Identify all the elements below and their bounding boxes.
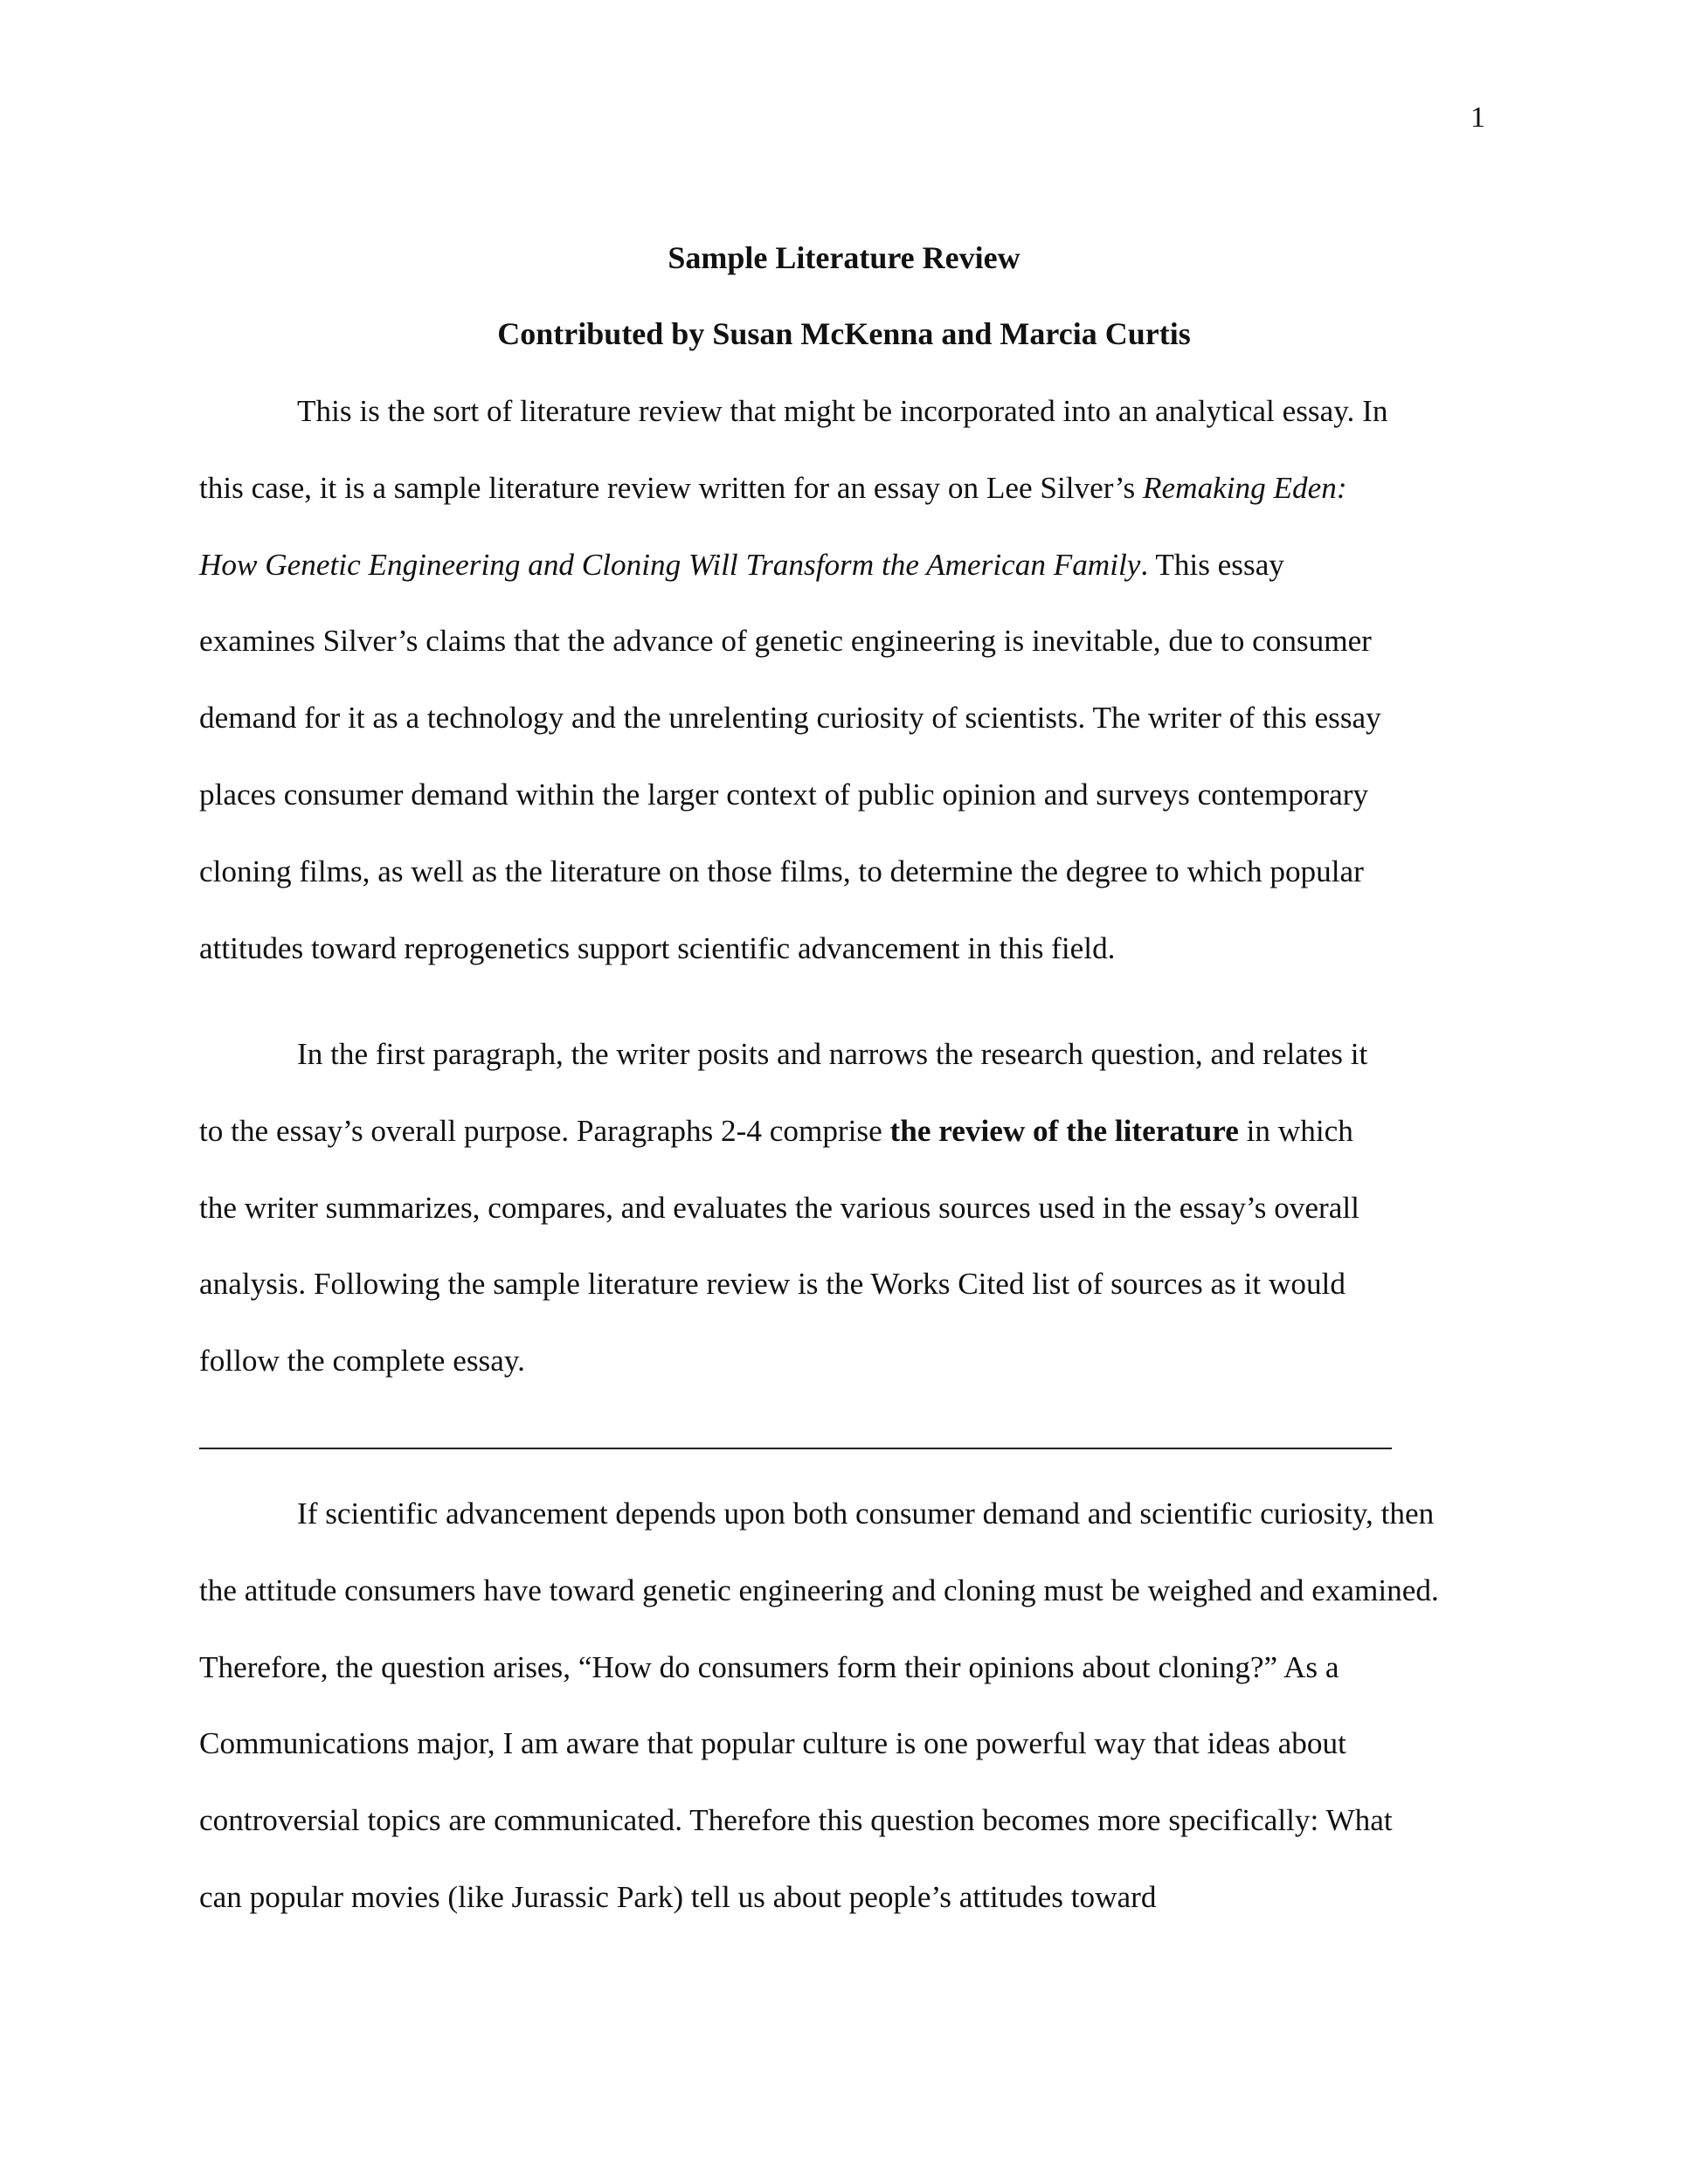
intro-paragraph-1 [199,373,1492,986]
text-line: analysis. Following the sample literature review is the Works Cited list of sources as it would [199,1267,1346,1302]
intro-paragraph-2 [199,1016,1492,1400]
text-line: Communications major, I am aware that popular culture is one powerful way that ideas about [199,1726,1346,1761]
body-paragraph-1 [199,1476,1492,1936]
text-line: demand for it as a technology and the unrelenting curiosity of scientists. The writer of this essay [199,701,1381,736]
text-line [199,1093,1492,1170]
book-title-run: Remaking Eden: [1143,470,1347,505]
text-line: examines Silver’s claims that the advance of genetic engineering is inevitable, due to consumer [199,624,1372,659]
text-line: places consumer demand within the larger context of public opinion and surveys contemporary [199,777,1369,812]
text-line: If scientific advancement depends upon both consumer demand and scientific curiosity, then [297,1496,1435,1531]
text-line: controversial topics are communicated. Therefore this question becomes more specifically: What [199,1803,1393,1838]
text-run: to the essay’s overall purpose. Paragraphs 2-4 comprise [199,1113,890,1148]
book-title-run: How Genetic Engineering and Cloning Will Transform the American Family [199,547,1141,582]
text-line [199,450,1492,527]
section-divider [199,1448,1392,1449]
text-run: in which [1238,1113,1353,1148]
text-line: cloning films, as well as the literature on those films, to determine the degree to which popular [199,854,1364,888]
text-line: This is the sort of literature review that might be incorporated into an analytical essay. In [297,394,1388,428]
text-line: Therefore, the question arises, “How do consumers form their opinions about cloning?” As a [199,1649,1339,1684]
text-line: attitudes toward reprogenetics support scientific advancement in this field. [199,930,1116,965]
text-line: In the first paragraph, the writer posits and narrows the research question, and relates it [297,1037,1368,1071]
text-line: the writer summarizes, compares, and evaluates the various sources used in the essay’s overall [199,1190,1359,1225]
emphasis-run: the review of the literature [889,1113,1239,1148]
text-line: follow the complete essay. [199,1344,525,1379]
text-line: can popular movies (like Jurassic Park) tell us about people’s attitudes toward [199,1879,1157,1914]
document-title: Sample Literature Review [668,240,1020,275]
page-number: 1 [1470,101,1485,134]
text-run: . This essay [1140,547,1284,582]
document-byline: Contributed by Susan McKenna and Marcia Curtis [497,316,1191,351]
text-run: this case, it is a sample literature review written for an essay on Lee Silver’s [199,470,1144,505]
text-line [199,527,1492,604]
text-line: the attitude consumers have toward genetic engineering and cloning must be weighed and examined. [199,1572,1439,1607]
